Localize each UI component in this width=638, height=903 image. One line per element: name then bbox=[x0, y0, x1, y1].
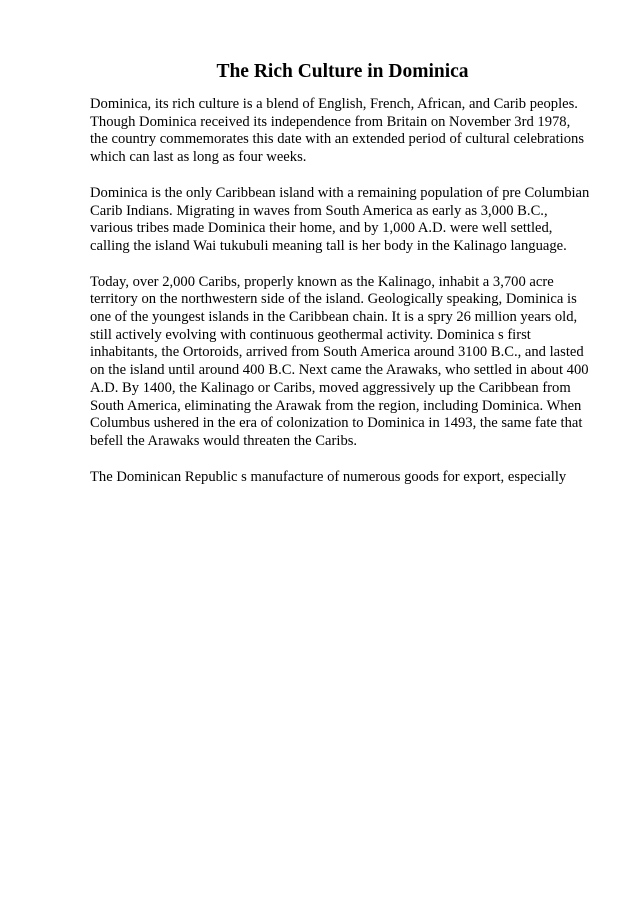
paragraph-line: Columbus ushered in the era of colonization to Dominica in 1493, the same fate that bbox=[90, 415, 583, 432]
document-page bbox=[90, 58, 600, 504]
paragraph-line: various tribes made Dominica their home, and by 1,000 A.D. were well settled, bbox=[90, 220, 553, 237]
paragraph-line: still actively evolving with continuous geothermal activity. Dominica s first bbox=[90, 326, 531, 343]
paragraph-line: which can last as long as four weeks. bbox=[90, 149, 307, 166]
document-title: The Rich Culture in Dominica bbox=[216, 61, 469, 82]
paragraph-line: The Dominican Republic s manufacture of numerous goods for export, especially bbox=[90, 468, 567, 485]
paragraph-line: South America, eliminating the Arawak from the region, including Dominica. When bbox=[90, 397, 582, 414]
paragraph-line: befell the Arawaks would threaten the Caribs. bbox=[90, 432, 358, 449]
paragraph-line: inhabitants, the Ortoroids, arrived from South America around 3100 B.C., and lasted bbox=[90, 344, 584, 361]
paragraph-line: one of the youngest islands in the Caribbean chain. It is a spry 26 million years old, bbox=[90, 309, 578, 326]
paragraph-line: Dominica, its rich culture is a blend of English, French, African, and Carib peoples. bbox=[90, 96, 578, 112]
paragraph-dominican-republic bbox=[90, 469, 600, 487]
paragraph-line: the country commemorates this date with an extended period of cultural celebrations bbox=[90, 131, 584, 148]
paragraph-culture bbox=[90, 96, 600, 167]
paragraph-line: Though Dominica received its independence from Britain on November 3rd 1978, bbox=[90, 113, 571, 130]
paragraph-line: Carib Indians. Migrating in waves from South America as early as 3,000 B.C., bbox=[90, 202, 548, 219]
paragraph-line: Dominica is the only Caribbean island with a remaining population of pre Columbian bbox=[90, 184, 590, 201]
paragraph-line: territory on the northwestern side of the island. Geologically speaking, Dominica is bbox=[90, 291, 577, 308]
paragraph-line: Today, over 2,000 Caribs, properly known as the Kalinago, inhabit a 3,700 acre bbox=[90, 273, 554, 290]
paragraph-carib-population bbox=[90, 185, 600, 256]
paragraph-line: A.D. By 1400, the Kalinago or Caribs, moved aggressively up the Caribbean from bbox=[90, 379, 571, 396]
paragraph-line: calling the island Wai tukubuli meaning tall is her body in the Kalinago language. bbox=[90, 237, 567, 254]
paragraph-history bbox=[90, 274, 600, 451]
paragraph-line: on the island until around 400 B.C. Next came the Arawaks, who settled in about 400 bbox=[90, 362, 589, 379]
